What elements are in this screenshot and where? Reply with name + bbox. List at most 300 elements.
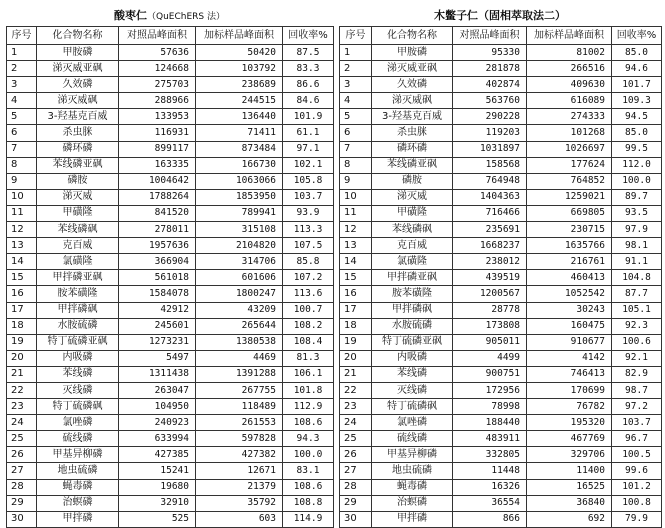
spiked-area: 160475: [527, 318, 612, 334]
table-row: [7, 157, 334, 173]
table-row: [7, 125, 334, 141]
reference-area: 1404363: [453, 189, 527, 205]
row-number: 5: [7, 109, 37, 125]
row-number: 19: [340, 334, 372, 350]
reference-area: 116931: [119, 125, 196, 141]
recovery-rate: 101.2: [612, 479, 662, 495]
table-row: [7, 93, 334, 109]
left-header-no: 序号: [7, 27, 37, 45]
row-number: 27: [340, 463, 372, 479]
table-row: [340, 205, 662, 221]
compound-name: 特丁硫磷亚砜: [37, 334, 119, 350]
row-number: 18: [340, 318, 372, 334]
spiked-area: 103792: [196, 61, 283, 77]
row-number: 1: [340, 45, 372, 61]
reference-area: 1957636: [119, 238, 196, 254]
row-number: 10: [7, 189, 37, 205]
reference-area: 245601: [119, 318, 196, 334]
table-row: [340, 431, 662, 447]
spiked-area: 21379: [196, 479, 283, 495]
spiked-area: 764852: [527, 173, 612, 189]
spiked-area: 118489: [196, 399, 283, 415]
row-number: 20: [340, 350, 372, 366]
recovery-rate: 112.9: [283, 399, 334, 415]
reference-area: 104950: [119, 399, 196, 415]
row-number: 29: [340, 495, 372, 511]
recovery-rate: 105.8: [283, 173, 334, 189]
spiked-area: 329706: [527, 447, 612, 463]
reference-area: 1584078: [119, 286, 196, 302]
compound-name: 治螟磷: [372, 495, 453, 511]
table-row: [7, 318, 334, 334]
table-row: [340, 222, 662, 238]
compound-name: 内吸磷: [37, 350, 119, 366]
reference-area: 525: [119, 511, 196, 527]
reference-area: 427385: [119, 447, 196, 463]
spiked-area: 1800247: [196, 286, 283, 302]
recovery-rate: 87.5: [283, 45, 334, 61]
compound-name: 苯线磷砜: [372, 222, 453, 238]
table-row: [340, 447, 662, 463]
spiked-area: 4142: [527, 350, 612, 366]
spiked-area: 136440: [196, 109, 283, 125]
row-number: 1: [7, 45, 37, 61]
recovery-rate: 112.0: [612, 157, 662, 173]
compound-name: 氯磺隆: [37, 254, 119, 270]
reference-area: 119203: [453, 125, 527, 141]
table-row: [340, 479, 662, 495]
table-row: [7, 399, 334, 415]
spiked-area: 76782: [527, 399, 612, 415]
recovery-rate: 79.9: [612, 511, 662, 527]
spiked-area: 1853950: [196, 189, 283, 205]
row-number: 30: [7, 511, 37, 527]
spiked-area: 71411: [196, 125, 283, 141]
compound-name: 3-羟基克百威: [372, 109, 453, 125]
right-header-spiked-area: 加标样品峰面积: [527, 27, 612, 45]
compound-name: 涕灭威亚砜: [37, 61, 119, 77]
reference-area: 11448: [453, 463, 527, 479]
reference-area: 483911: [453, 431, 527, 447]
row-number: 17: [340, 302, 372, 318]
spiked-area: 16525: [527, 479, 612, 495]
reference-area: 173808: [453, 318, 527, 334]
recovery-rate: 99.5: [612, 141, 662, 157]
row-number: 19: [7, 334, 37, 350]
table-row: [340, 399, 662, 415]
table-row: [340, 109, 662, 125]
row-number: 12: [340, 222, 372, 238]
table-row: [340, 270, 662, 286]
compound-name: 甲拌磷砜: [372, 302, 453, 318]
compound-name: 胺苯磺隆: [372, 286, 453, 302]
reference-area: 1668237: [453, 238, 527, 254]
left-panel: [6, 0, 333, 528]
recovery-rate: 85.0: [612, 45, 662, 61]
row-number: 18: [7, 318, 37, 334]
table-row: [340, 45, 662, 61]
table-row: [7, 109, 334, 125]
table-row: [7, 302, 334, 318]
compound-name: 蝇毒磷: [372, 479, 453, 495]
reference-area: 866: [453, 511, 527, 527]
recovery-rate: 107.5: [283, 238, 334, 254]
spiked-area: 195320: [527, 415, 612, 431]
compound-name: 特丁硫磷亚砜: [372, 334, 453, 350]
recovery-rate: 83.1: [283, 463, 334, 479]
row-number: 8: [7, 157, 37, 173]
reference-area: 4499: [453, 350, 527, 366]
table-row: [7, 238, 334, 254]
spiked-area: 910677: [527, 334, 612, 350]
recovery-rate: 108.6: [283, 415, 334, 431]
recovery-rate: 104.8: [612, 270, 662, 286]
spiked-area: 244515: [196, 93, 283, 109]
compound-name: 特丁硫磷砜: [372, 399, 453, 415]
reference-area: 15241: [119, 463, 196, 479]
table-row: [7, 270, 334, 286]
reference-area: 240923: [119, 415, 196, 431]
compound-name: 水胺硫磷: [37, 318, 119, 334]
recovery-rate: 100.6: [612, 334, 662, 350]
reference-area: 36554: [453, 495, 527, 511]
spiked-area: 616089: [527, 93, 612, 109]
compound-name: 特丁硫磷砜: [37, 399, 119, 415]
compound-name: 甲磺隆: [37, 205, 119, 221]
spiked-area: 101268: [527, 125, 612, 141]
table-row: [7, 173, 334, 189]
spiked-area: 11400: [527, 463, 612, 479]
spiked-area: 315108: [196, 222, 283, 238]
compound-name: 地虫硫磷: [37, 463, 119, 479]
table-row: [7, 205, 334, 221]
recovery-rate: 82.9: [612, 366, 662, 382]
table-row: [7, 382, 334, 398]
table-row: [340, 286, 662, 302]
row-number: 10: [340, 189, 372, 205]
row-number: 14: [7, 254, 37, 270]
reference-area: 402874: [453, 77, 527, 93]
table-row: [340, 93, 662, 109]
table-row: [340, 157, 662, 173]
compound-name: 苯线磷: [37, 366, 119, 382]
table-row: [7, 254, 334, 270]
recovery-rate: 100.5: [612, 447, 662, 463]
table-row: [340, 350, 662, 366]
spiked-area: 35792: [196, 495, 283, 511]
recovery-rate: 113.3: [283, 222, 334, 238]
table-row: [7, 447, 334, 463]
compound-name: 甲基异柳磷: [372, 447, 453, 463]
left-header-compound: 化合物名称: [37, 27, 119, 45]
row-number: 3: [340, 77, 372, 93]
table-row: [7, 141, 334, 157]
recovery-rate: 97.1: [283, 141, 334, 157]
spiked-area: 1063066: [196, 173, 283, 189]
reference-area: 1273231: [119, 334, 196, 350]
left-header-ref-area: 对照品峰面积: [119, 27, 196, 45]
row-number: 28: [340, 479, 372, 495]
row-number: 15: [7, 270, 37, 286]
reference-area: 158568: [453, 157, 527, 173]
spiked-area: 1259021: [527, 189, 612, 205]
recovery-rate: 85.8: [283, 254, 334, 270]
recovery-rate: 98.1: [612, 238, 662, 254]
table-row: [340, 254, 662, 270]
compound-name: 3-羟基克百威: [37, 109, 119, 125]
reference-area: 19680: [119, 479, 196, 495]
recovery-rate: 108.6: [283, 479, 334, 495]
row-number: 20: [7, 350, 37, 366]
spiked-area: 166730: [196, 157, 283, 173]
reference-area: 42912: [119, 302, 196, 318]
row-number: 23: [340, 399, 372, 415]
row-number: 2: [340, 61, 372, 77]
table-row: [7, 334, 334, 350]
left-recovery-table: [6, 26, 334, 528]
row-number: 27: [7, 463, 37, 479]
compound-name: 氯唑磷: [372, 415, 453, 431]
reference-area: 95330: [453, 45, 527, 61]
spiked-area: 692: [527, 511, 612, 527]
spiked-area: 216761: [527, 254, 612, 270]
compound-name: 涕灭威: [372, 189, 453, 205]
table-row: [7, 286, 334, 302]
compound-name: 久效磷: [37, 77, 119, 93]
spiked-area: 603: [196, 511, 283, 527]
compound-name: 氯唑磷: [37, 415, 119, 431]
recovery-rate: 100.7: [283, 302, 334, 318]
reference-area: 124668: [119, 61, 196, 77]
row-number: 8: [340, 157, 372, 173]
spiked-area: 4469: [196, 350, 283, 366]
row-number: 6: [7, 125, 37, 141]
left-table-body: [7, 45, 334, 528]
spiked-area: 43209: [196, 302, 283, 318]
row-number: 13: [340, 238, 372, 254]
row-number: 16: [7, 286, 37, 302]
right-header-row: [340, 27, 662, 45]
row-number: 12: [7, 222, 37, 238]
row-number: 22: [7, 382, 37, 398]
row-number: 13: [7, 238, 37, 254]
reference-area: 188440: [453, 415, 527, 431]
table-row: [340, 415, 662, 431]
recovery-rate: 108.4: [283, 334, 334, 350]
row-number: 11: [7, 205, 37, 221]
reference-area: 133953: [119, 109, 196, 125]
reference-area: 238012: [453, 254, 527, 270]
right-header-compound: 化合物名称: [372, 27, 453, 45]
recovery-rate: 101.7: [612, 77, 662, 93]
recovery-rate: 108.8: [283, 495, 334, 511]
compound-name: 涕灭威砜: [372, 93, 453, 109]
recovery-rate: 93.9: [283, 205, 334, 221]
row-number: 17: [7, 302, 37, 318]
recovery-rate: 93.5: [612, 205, 662, 221]
spiked-area: 1391288: [196, 366, 283, 382]
reference-area: 439519: [453, 270, 527, 286]
recovery-rate: 102.1: [283, 157, 334, 173]
recovery-rate: 113.6: [283, 286, 334, 302]
reference-area: 1311438: [119, 366, 196, 382]
recovery-rate: 94.5: [612, 109, 662, 125]
compound-name: 磷胺: [372, 173, 453, 189]
row-number: 9: [7, 173, 37, 189]
recovery-rate: 101.9: [283, 109, 334, 125]
left-title-main: 酸枣仁: [114, 9, 147, 22]
compound-name: 涕灭威砜: [37, 93, 119, 109]
compound-name: 甲拌磷: [372, 511, 453, 527]
spiked-area: 274333: [527, 109, 612, 125]
reference-area: 32910: [119, 495, 196, 511]
compound-name: 氯磺隆: [372, 254, 453, 270]
table-row: [340, 141, 662, 157]
reference-area: 1031897: [453, 141, 527, 157]
compound-name: 甲拌磷亚砜: [372, 270, 453, 286]
recovery-rate: 61.1: [283, 125, 334, 141]
left-table-title: [6, 0, 333, 26]
compound-name: 内吸磷: [372, 350, 453, 366]
left-header-row: [7, 27, 334, 45]
recovery-rate: 94.3: [283, 431, 334, 447]
row-number: 7: [340, 141, 372, 157]
recovery-rate: 107.2: [283, 270, 334, 286]
reference-area: 900751: [453, 366, 527, 382]
row-number: 14: [340, 254, 372, 270]
table-row: [340, 173, 662, 189]
compound-name: 甲拌磷砜: [37, 302, 119, 318]
recovery-rate: 92.1: [612, 350, 662, 366]
right-recovery-table: [339, 26, 662, 528]
right-header-recovery: 回收率%: [612, 27, 662, 45]
table-row: [7, 366, 334, 382]
recovery-rate: 103.7: [612, 415, 662, 431]
compound-name: 蝇毒磷: [37, 479, 119, 495]
compound-name: 杀虫脒: [37, 125, 119, 141]
table-row: [340, 334, 662, 350]
recovery-rate: 100.0: [612, 173, 662, 189]
recovery-rate: 99.6: [612, 463, 662, 479]
right-table-body: [340, 45, 662, 528]
reference-area: 563760: [453, 93, 527, 109]
reference-area: 1200567: [453, 286, 527, 302]
recovery-rate: 100.8: [612, 495, 662, 511]
table-row: [7, 222, 334, 238]
compound-name: 胺苯磺隆: [37, 286, 119, 302]
recovery-rate: 89.7: [612, 189, 662, 205]
spiked-area: 36840: [527, 495, 612, 511]
compound-name: 磷胺: [37, 173, 119, 189]
row-number: 22: [340, 382, 372, 398]
recovery-rate: 109.3: [612, 93, 662, 109]
reference-area: 28778: [453, 302, 527, 318]
spiked-area: 427382: [196, 447, 283, 463]
row-number: 28: [7, 479, 37, 495]
row-number: 9: [340, 173, 372, 189]
row-number: 4: [340, 93, 372, 109]
table-row: [7, 45, 334, 61]
table-row: [340, 238, 662, 254]
table-row: [7, 495, 334, 511]
compound-name: 灭线磷: [372, 382, 453, 398]
compound-name: 硫线磷: [372, 431, 453, 447]
compound-name: 久效磷: [372, 77, 453, 93]
table-row: [7, 350, 334, 366]
reference-area: 290228: [453, 109, 527, 125]
recovery-rate: 84.6: [283, 93, 334, 109]
compound-name: 涕灭威: [37, 189, 119, 205]
table-row: [340, 77, 662, 93]
recovery-rate: 97.9: [612, 222, 662, 238]
spiked-area: 267755: [196, 382, 283, 398]
spiked-area: 746413: [527, 366, 612, 382]
compound-name: 甲磺隆: [372, 205, 453, 221]
compound-name: 甲基异柳磷: [37, 447, 119, 463]
reference-area: 275703: [119, 77, 196, 93]
row-number: 3: [7, 77, 37, 93]
table-row: [7, 463, 334, 479]
reference-area: 332805: [453, 447, 527, 463]
spiked-area: 30243: [527, 302, 612, 318]
row-number: 30: [340, 511, 372, 527]
spiked-area: 1635766: [527, 238, 612, 254]
spiked-area: 2104820: [196, 238, 283, 254]
spiked-area: 873484: [196, 141, 283, 157]
compound-name: 磷环磷: [37, 141, 119, 157]
right-panel: [339, 0, 661, 528]
spiked-area: 460413: [527, 270, 612, 286]
compound-name: 甲拌磷亚砜: [37, 270, 119, 286]
recovery-rate: 106.1: [283, 366, 334, 382]
row-number: 23: [7, 399, 37, 415]
right-header-ref-area: 对照品峰面积: [453, 27, 527, 45]
reference-area: 263047: [119, 382, 196, 398]
recovery-rate: 101.8: [283, 382, 334, 398]
table-row: [7, 189, 334, 205]
reference-area: 561018: [119, 270, 196, 286]
recovery-rate: 85.0: [612, 125, 662, 141]
table-row: [340, 125, 662, 141]
spiked-area: 1380538: [196, 334, 283, 350]
reference-area: 841520: [119, 205, 196, 221]
reference-area: 5497: [119, 350, 196, 366]
row-number: 7: [7, 141, 37, 157]
table-row: [7, 77, 334, 93]
table-row: [7, 431, 334, 447]
reference-area: 16326: [453, 479, 527, 495]
table-row: [340, 495, 662, 511]
table-row: [340, 318, 662, 334]
reference-area: 281878: [453, 61, 527, 77]
table-row: [340, 463, 662, 479]
spiked-area: 265644: [196, 318, 283, 334]
recovery-rate: 103.7: [283, 189, 334, 205]
spiked-area: 601606: [196, 270, 283, 286]
compound-name: 克百威: [372, 238, 453, 254]
compound-name: 治螟磷: [37, 495, 119, 511]
compound-name: 苯线磷: [372, 366, 453, 382]
row-number: 24: [340, 415, 372, 431]
reference-area: 172956: [453, 382, 527, 398]
recovery-rate: 91.1: [612, 254, 662, 270]
spiked-area: 597828: [196, 431, 283, 447]
compound-name: 苯线磷砜: [37, 222, 119, 238]
recovery-rate: 108.2: [283, 318, 334, 334]
spiked-area: 12671: [196, 463, 283, 479]
recovery-rate: 114.9: [283, 511, 334, 527]
recovery-rate: 100.0: [283, 447, 334, 463]
